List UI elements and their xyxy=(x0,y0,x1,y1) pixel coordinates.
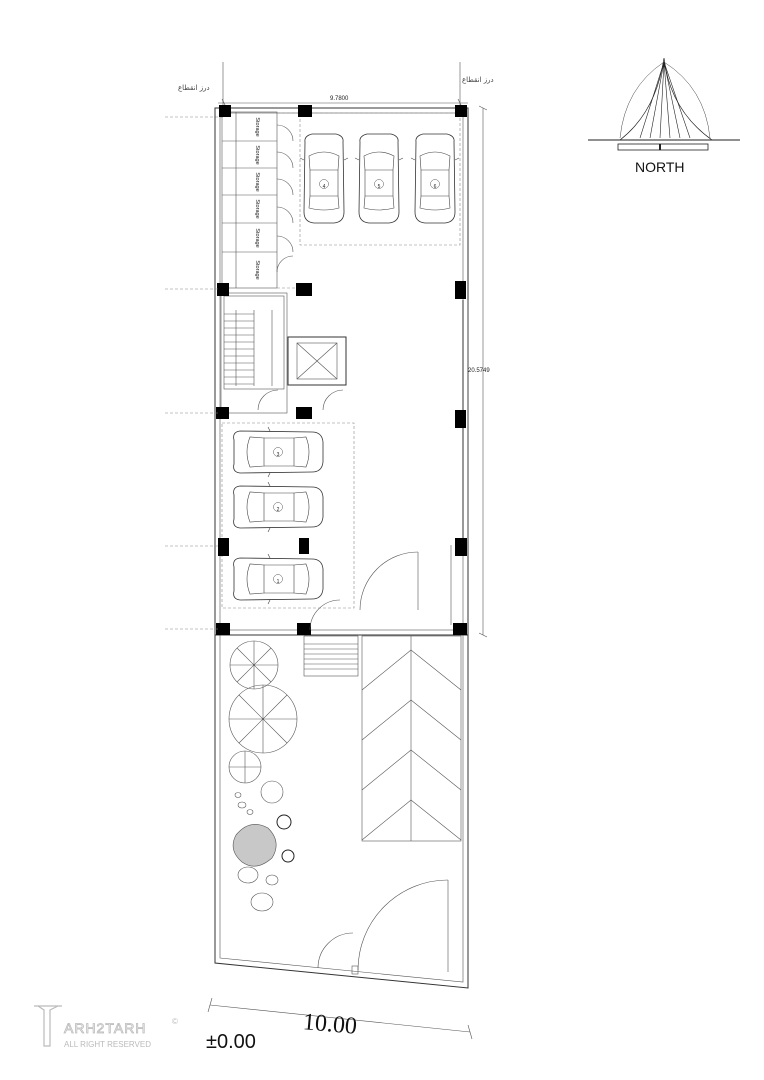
storage-room-label: Storage xyxy=(254,260,260,280)
rights-text: ALL RIGHT RESERVED xyxy=(64,1040,151,1049)
storage-room-label: Storage xyxy=(254,117,260,137)
north-label: NORTH xyxy=(635,159,685,175)
landscape-rocks xyxy=(233,793,278,912)
parking-spot-number-6: 6 xyxy=(433,184,437,190)
stair-treads xyxy=(224,314,254,384)
storage-room-label: Storage xyxy=(254,145,260,165)
storage-room-label: Storage xyxy=(254,199,260,219)
brand-watermark xyxy=(34,1006,178,1049)
brand-name: ARH2TARH xyxy=(64,1020,147,1036)
lot-width-text: 10.00 xyxy=(301,1009,358,1040)
door-elevator-lobby xyxy=(323,390,343,410)
parking-spot-number-1: 1 xyxy=(276,579,280,585)
entry-steps xyxy=(304,636,358,676)
parking-spot-number-5: 5 xyxy=(377,184,381,190)
elevation-label: ±0.00 xyxy=(206,1031,256,1053)
storage-room-label: Storage xyxy=(254,172,260,192)
width-dimension-text: 9.7800 xyxy=(330,96,349,102)
grid-extensions xyxy=(165,289,218,629)
right-dimension xyxy=(468,106,490,637)
parking-spot-number-2: 2 xyxy=(276,507,280,513)
north-arrow xyxy=(588,58,740,175)
storage-room-label: Storage xyxy=(254,228,260,248)
ramp xyxy=(362,636,461,841)
front-gate xyxy=(318,880,448,974)
storage-labels xyxy=(254,117,260,279)
top-dimension xyxy=(218,96,468,107)
car-parking-6 xyxy=(411,134,459,223)
door-stair xyxy=(258,390,278,410)
parking-spot-number-4: 4 xyxy=(322,184,326,190)
joint-label-right: درز انقطاع xyxy=(462,76,494,84)
parking-spot-number-3: 3 xyxy=(276,452,280,458)
entry-step-lines xyxy=(304,644,358,669)
car-parking-4 xyxy=(300,134,348,223)
depth-dimension-text: 20.5749 xyxy=(468,368,490,374)
elevator-shaft xyxy=(288,337,346,385)
garage-doors xyxy=(310,545,451,630)
joint-label-left: درز انقطاع xyxy=(178,84,210,92)
storage-block xyxy=(222,112,300,288)
stair-core xyxy=(221,293,287,413)
car-parking-5 xyxy=(355,134,403,223)
copyright-mark: © xyxy=(172,1017,178,1026)
